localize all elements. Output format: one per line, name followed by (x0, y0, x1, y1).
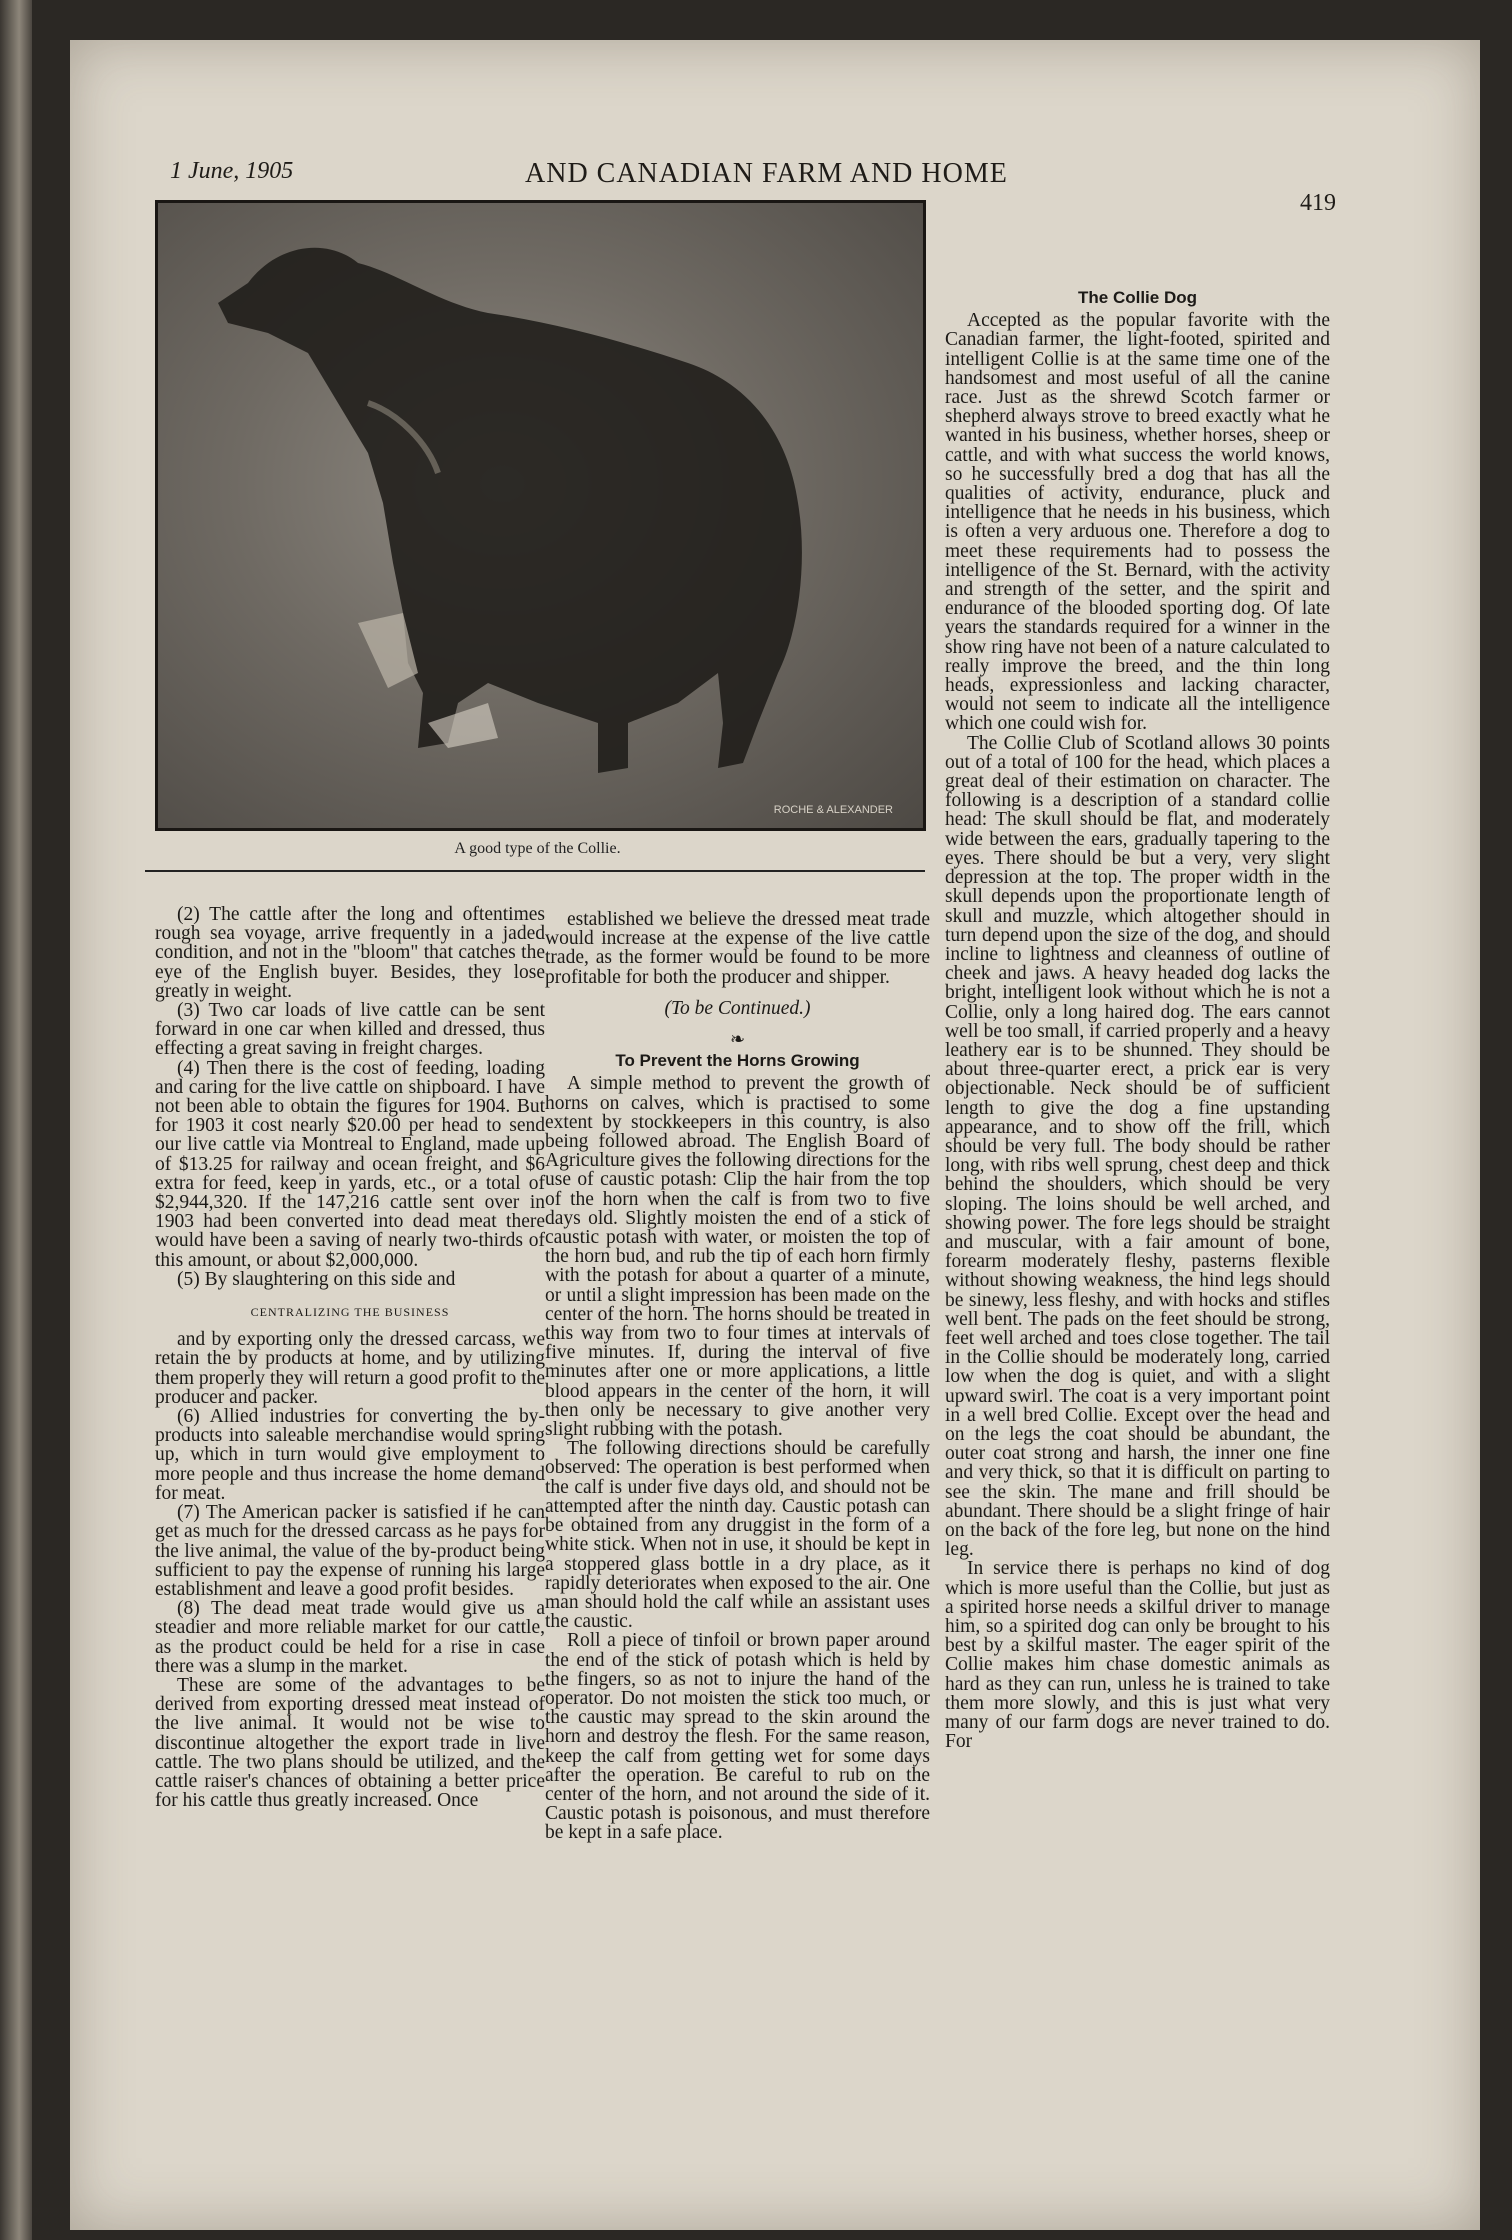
page-date: 1 June, 1905 (170, 158, 294, 184)
paragraph: and by exporting only the dressed carcass, we retain the by products at home, and by utilizing them properly they will return a good profit to the producer and packer. (155, 1329, 545, 1408)
ornament: ❧ (729, 1029, 746, 1050)
paragraph: In service there is perhaps no kind of dog which is more useful than the Collie, but just as a spirited horse needs a skilful driver to manage him, so a spirited dog can only be brought to his best by a skilful master. The eager spirit of the Collie makes him chase domestic animals as hard as they can run, unless he is trained to take them more slowly, and this is just what very many of our farm dogs are never trained to do. For (945, 1558, 1330, 1753)
page-number: 419 (1300, 190, 1336, 216)
divider (145, 870, 925, 872)
book-edge (0, 0, 32, 2240)
paragraph: The following directions should be carefully observed: The operation is best performed when the calf is under five days old, and should not be attempted after the ninth day. Caustic potash can be obtained from any druggist in the form of a white stick. When not in use, it should be kept in a stoppered glass bottle in a dry place, as it rapidly deteriorates when exposed to the air. One man should hold the calf while an assistant uses the caustic. (545, 1438, 930, 1633)
paragraph: The Collie Club of Scotland allows 30 points out of a total of 100 for the head, which places a great deal of their estimation on character. The following is a description of a standard collie head: The skull should be flat, and moderately wide between the ears, gradually tapering to the eyes. There should be but a very, very slight depression at the top. The proper width in the skull depends upon the proportionate length of skull and muzzle, which altogether should in turn depend upon the size of the dog, and should incline to lightness and cleanness of outline of cheek and jaws. A heavy headed dog lacks the bright, intelligent look without which he is not a Collie, only a long haired dog. The ears cannot well be too small, if carried properly and a heavy leathery ear is to be shunned. They should be about three-quarter erect, a prick ear is very objectionable. Neck should be of sufficient length to give the dog a fine upstanding appearance, and to show off the frill, which should be very full. The body should be rather long, with ribs well sprung, chest deep and thick behind the shoulders, which should be very sloping. The loins should be well arched, and showing power. The fore legs should be straight and muscular, with a fair amount of bone, forearm moderately fleshy, pasterns flexible without showing weakness, the hind legs should be sinewy, less fleshy, and with hocks and stifles well bent. The pads on the feet should be strong, feet well arched and toes close together. The tail in the Collie should be moderately long, carried low when the dog is quiet, and with a slight upward swirl. The coat is a very important point in a well bred Collie. Except over the head and on the legs the coat should be abundant, the outer coat strong and harsh, the inner one fine and very thick, so that it is difficult on parting to see the skin. The mane and frill should be abundant. There should be a slight fringe of hair on the back of the fore leg, but none on the hind leg. (945, 732, 1330, 1561)
paragraph: Roll a piece of tinfoil or brown paper around the end of the stick of potash which is held by the fingers, so as not to injure the hand of the operator. Do not moisten the stick too much, or the caustic may spread to the skin around the horn and destroy the flesh. For the same reason, keep the calf from getting wet for some days after the operation. Be careful to rub on the center of the horn, and not around the side of it. Caustic potash is poisonous, and must therefore be kept in a safe place. (545, 1630, 930, 1844)
paragraph: A simple method to prevent the growth of horns on calves, which is practised to some extent by stockkeepers in this country, is also being followed abroad. The English Board of Agriculture gives the following directions for the use of caustic potash: Clip the hair from the top of the horn when the calf is from two to five days old. Slightly moisten the end of a stick of caustic potash with water, or moisten the top of the horn bud, and rub the tip of each horn firmly with the potash for about a quarter of a minute, or until a slight impression has been made on the center of the horn. The horns should be treated in this way from two to four times at intervals of five minutes. If, during the interval of five minutes after one or more applications, a little blood appears in the center of the horn, it will then only be necessary to give another very slight rubbing with the potash. (545, 1073, 930, 1441)
paragraph: (8) The dead meat trade would give us a steadier and more reliable market for our cattle, as the product could be held for a rise in case there was a slump in the market. (155, 1598, 545, 1677)
photo-credit: ROCHE & ALEXANDER (773, 804, 893, 816)
paragraph: (7) The American packer is satisfied if he can get as much for the dressed carcass as he pays for the live animal, the value of the by-product being sufficient to pay the expense of running his large establishment and leave a good profit besides. (155, 1502, 545, 1600)
paragraph: (5) By slaughtering on this side and (177, 1268, 456, 1290)
journal-title: AND CANADIAN FARM AND HOME (525, 158, 1008, 189)
collie-image (158, 203, 923, 828)
paragraph: Accepted as the popular favorite with the Canadian farmer, the light-footed, spirited and intelligent Collie is at the same time one of the handsomest and most useful of all the canine race. Just as the shrewd Scotch farmer or shepherd always strove to breed exactly what he wanted in his business, whether horses, sheep or cattle, and with what success the world knows, so he successfully bred a dog that has all the qualities of activity, endurance, pluck and intelligence that he needs in his business, which is often a very arduous one. Therefore a dog to meet these requirements had to possess the intelligence of the St. Bernard, with the activity and strength of the setter, and the spirit and endurance of the blooded sporting dog. Of late years the standards required for a winner in the show ring have not been of a nature calculated to really improve the breed, and the thin long heads, expressionless and lacking character, would not seem to indicate all the intelligence which one could wish for. (945, 310, 1330, 735)
paragraph: established we believe the dressed meat trade would increase at the expense of the live cattle trade, as the former would be found to be more profitable for both the producer and shipper. (545, 909, 930, 988)
paragraph: (2) The cattle after the long and oftentimes rough sea voyage, arrive frequently in a jaded condition, and not in the "bloom" that catches the eye of the English buyer. Besides, they lose greatly in weight. (155, 904, 545, 1002)
continued-note: (To be Continued.) (664, 997, 811, 1019)
collie-photo (155, 200, 926, 831)
paragraph: These are some of the advantages to be derived from exporting dressed meat instead of the live animal. It would not be wise to discontinue altogether the export trade in live cattle. The two plans should be utilized, and the cattle raiser's chances of obtaining a better price for his cattle thus greatly increased. Once (155, 1674, 545, 1812)
section-heading: CENTRALIZING THE BUSINESS (250, 1305, 450, 1320)
article-heading: The Collie Dog (1078, 288, 1197, 307)
column-1 (155, 905, 545, 1810)
page (70, 40, 1480, 2230)
column-2 (545, 910, 930, 1843)
paragraph: (3) Two car loads of live cattle can be sent forward in one car when killed and dressed, thus effecting a great saving in freight charges. (155, 1000, 545, 1060)
paragraph: (4) Then there is the cost of feeding, loading and caring for the live cattle on shipboard. I have not been able to obtain the figures for 1904. But for 1903 it cost nearly $20.00 per head to send our live cattle via Montreal to England, made up of $13.25 for railway and ocean freight, and $6 extra for feed, keep in yards, etc., or a total of $2,944,320. If the 147,216 cattle sent over in 1903 had been converted into dead meat there would have been a saving of nearly two-thirds of this amount, or about $2,000,000. (155, 1057, 545, 1271)
article-heading: To Prevent the Horns Growing (615, 1051, 860, 1071)
photo-caption: A good type of the Collie. (454, 840, 621, 857)
paragraph: (6) Allied industries for converting the by-products into saleable merchandise would spring up, which in turn would give employment to more people and thus increase the home demand for meat. (155, 1406, 545, 1504)
column-3 (945, 288, 1330, 1751)
